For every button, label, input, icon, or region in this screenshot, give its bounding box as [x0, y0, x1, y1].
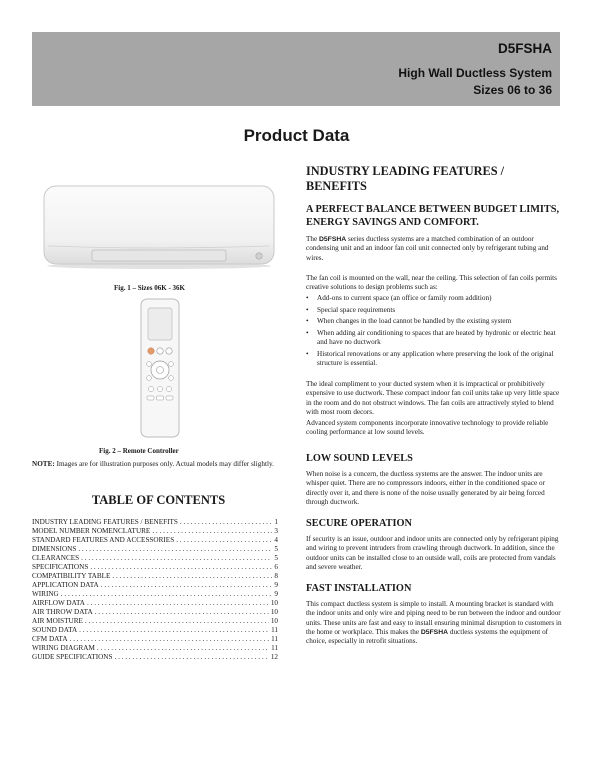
header-model: D5FSHA — [497, 41, 552, 56]
toc-row[interactable] — [32, 599, 278, 608]
header-sizes: Sizes 06 to 36 — [473, 83, 552, 97]
toc-label: DIMENSIONS — [32, 545, 77, 553]
toc-page: 1 — [274, 518, 278, 526]
toc-label: AIR MOISTURE — [32, 617, 83, 625]
toc-page: 5 — [274, 554, 278, 562]
toc-row[interactable] — [32, 518, 278, 527]
toc-label: MODEL NUMBER NOMENCLATURE — [32, 527, 151, 535]
figure2-caption: Fig. 2 – Remote Controller — [99, 447, 179, 455]
toc-page: 9 — [274, 581, 278, 589]
toc-page: 10 — [270, 599, 278, 607]
model-name: D5FSHA — [420, 629, 449, 637]
toc-page: 10 — [270, 608, 278, 616]
table-of-contents — [32, 518, 278, 662]
remote-controller-image — [140, 298, 180, 438]
toc-page: 3 — [274, 527, 278, 535]
toc-row[interactable] — [32, 590, 278, 599]
features-subheading: A PERFECT BALANCE BETWEEN BUDGET LIMITS, ENERGY SAVINGS AND COMFORT. — [306, 204, 560, 228]
low-sound-text: When noise is a concern, the ductless systems are the answer. The indoor units are whisper quiet. There are no compressors indoors, either in the conditioned space or directly over it, and there is none of the noise usually generated by air being forced through ductwork. — [306, 470, 545, 507]
toc-label: STANDARD FEATURES AND ACCESSORIES — [32, 536, 175, 544]
page-title: Product Data — [243, 126, 350, 145]
toc-page: 8 — [274, 572, 278, 580]
note-text: Images are for illustration purposes only. Actual models may differ slightly. — [54, 460, 274, 468]
toc-label: CFM DATA — [32, 635, 68, 643]
toc-label: SPECIFICATIONS — [32, 563, 89, 571]
wall-unit-image — [40, 184, 278, 270]
toc-page: 11 — [271, 635, 278, 643]
toc-label: APPLICATION DATA — [32, 581, 99, 589]
toc-label: WIRING DIAGRAM — [32, 644, 95, 652]
fast-installation-heading: FAST INSTALLATION — [306, 583, 412, 594]
toc-row[interactable] — [32, 644, 278, 653]
toc-title: TABLE OF CONTENTS — [91, 493, 226, 507]
header-system: High Wall Ductless System — [398, 66, 552, 80]
secure-operation-text: If security is an issue, outdoor and indoor units are connected only by refrigerant piping and wiring to prevent intruders from crawling through ductwork. In addition, since the outdoor units can be installed close to an outside wall, coils are protected from vandals and severe weather. — [306, 535, 559, 572]
toc-page: 11 — [271, 626, 278, 634]
features-intro: The D5FSHA series ductless systems are a matched combination of an outdoor condensing unit and an indoor fan coil unit connected only by refrigerant tubing and wires. — [306, 235, 549, 262]
toc-row[interactable] — [32, 626, 278, 635]
toc-row[interactable] — [32, 581, 278, 590]
toc-page: 12 — [270, 653, 278, 661]
toc-row[interactable] — [32, 554, 278, 563]
features-heading: INDUSTRY LEADING FEATURES / BENEFITS — [306, 164, 505, 193]
toc-page: 6 — [274, 563, 278, 571]
list-item: • Historical renovations or any application where preserving the look of the original structure is essential. — [306, 350, 564, 369]
toc-label: SOUND DATA — [32, 626, 78, 634]
toc-row[interactable] — [32, 635, 278, 644]
ideal-compliment-text: The ideal compliment to your ducted system when it is impractical or prohibitively expensive to use ductwork. These compact indoor fan coil units take up very little space in the room and do not obstruct windows. The fan coils are attractively styled to blend with most room decors. — [306, 380, 560, 417]
low-sound-heading: LOW SOUND LEVELS — [306, 453, 413, 464]
toc-page: 4 — [274, 536, 278, 544]
note-label: NOTE: — [32, 460, 55, 468]
features-bullet-list — [306, 294, 564, 369]
toc-label: INDUSTRY LEADING FEATURES / BENEFITS — [32, 518, 178, 526]
model-name: D5FSHA — [318, 236, 347, 243]
toc-label: GUIDE SPECIFICATIONS — [32, 653, 113, 661]
toc-page: 10 — [270, 617, 278, 625]
toc-row[interactable] — [32, 527, 278, 536]
list-item: • Special space requirements — [306, 306, 564, 315]
toc-label: COMPATIBILITY TABLE — [32, 572, 111, 580]
figure1-caption: Fig. 1 – Sizes 06K - 36K — [114, 284, 185, 292]
fan-coil-text: The fan coil is mounted on the wall, near the ceiling. This selection of fan coils permits creative solutions to design problems such as: — [306, 274, 557, 292]
list-item: • When changes in the load cannot be handled by the existing system — [306, 317, 564, 326]
toc-row[interactable] — [32, 572, 278, 581]
toc-label: WIRING — [32, 590, 59, 598]
secure-operation-heading: SECURE OPERATION — [306, 518, 412, 529]
note — [32, 460, 285, 469]
toc-row[interactable] — [32, 545, 278, 554]
toc-page: 9 — [274, 590, 278, 598]
advanced-components-text: Advanced system components incorporate innovative technology to provide reliable cooling performance at low sound levels. — [306, 419, 549, 437]
header-band — [32, 32, 560, 106]
toc-label: AIRFLOW DATA — [32, 599, 85, 607]
fast-installation-text: This compact ductless system is simple to install. A mounting bracket is standard with the indoor units and only wire and piping need to be run between the indoor and outdoor units. These units are fast and easy to install ensuring minimal disruption to customers in the home or workplace. This makes the D5FSHA ductless systems the equipment of choice, especially in retrofit situations. — [306, 600, 562, 646]
toc-label: AIR THROW DATA — [32, 608, 93, 616]
toc-row[interactable] — [32, 563, 278, 572]
toc-page: 11 — [271, 644, 278, 652]
toc-row[interactable] — [32, 617, 278, 626]
list-item: • Add-ons to current space (an office or family room addition) — [306, 294, 564, 303]
toc-row[interactable] — [32, 653, 278, 662]
toc-label: CLEARANCES — [32, 554, 80, 562]
toc-row[interactable] — [32, 536, 278, 545]
toc-row[interactable] — [32, 608, 278, 617]
toc-page: 5 — [274, 545, 278, 553]
list-item: • When adding air conditioning to spaces that are heated by hydronic or electric heat and have no ductwork — [306, 329, 564, 348]
